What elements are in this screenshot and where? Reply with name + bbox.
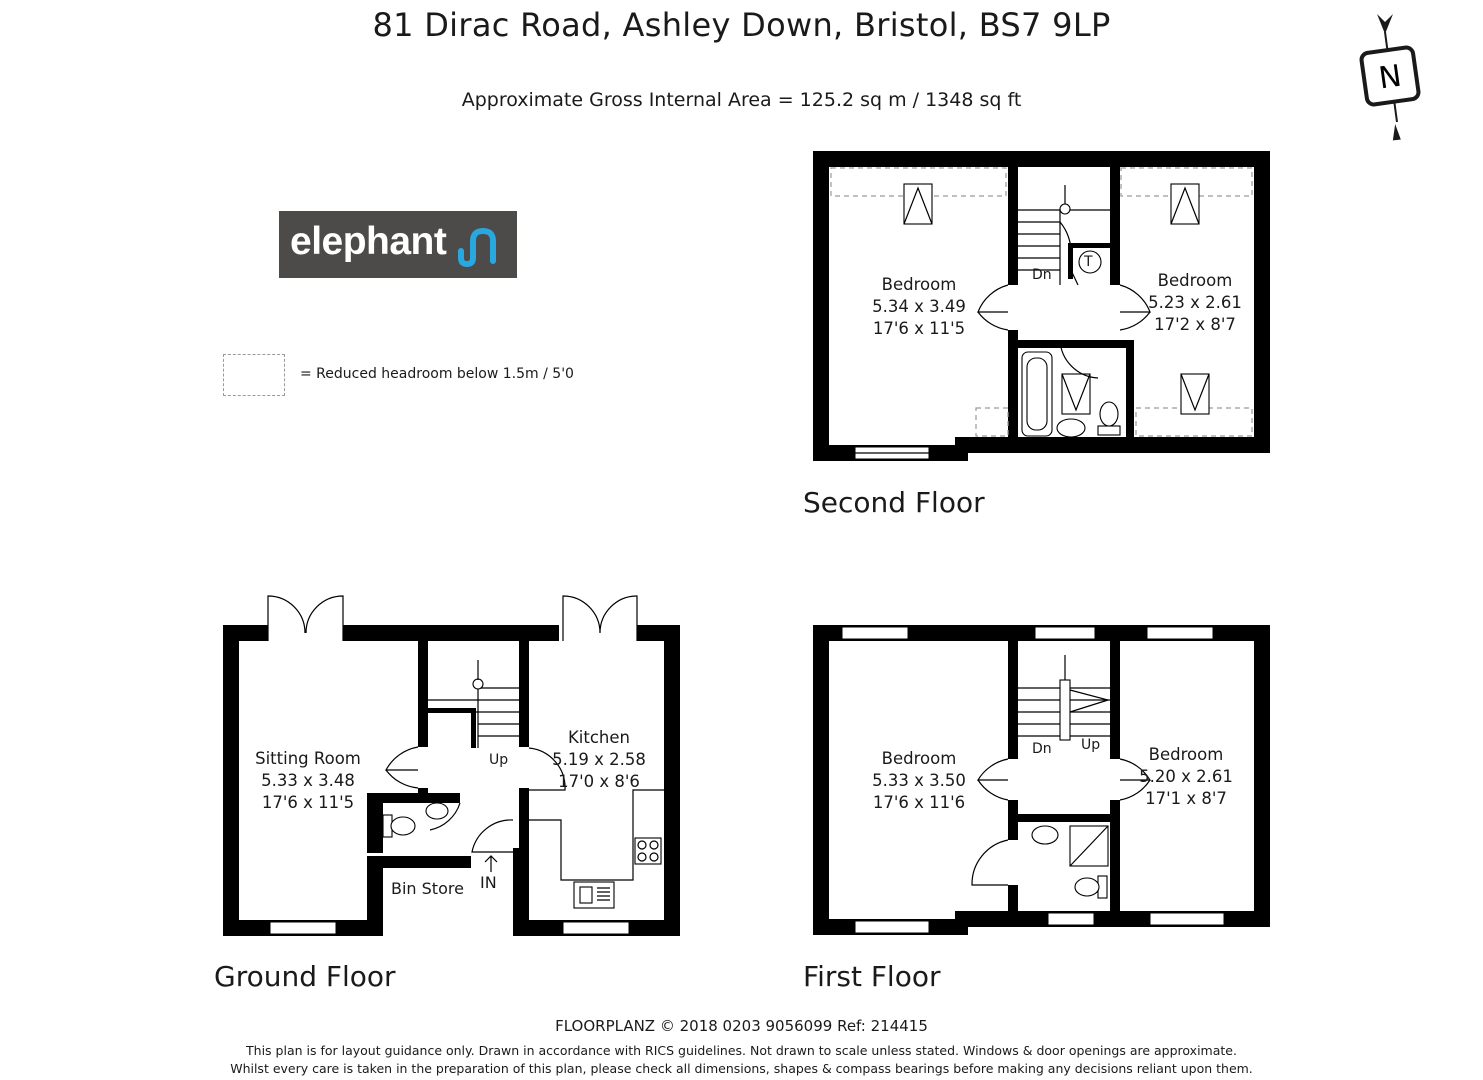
entrance-label: IN xyxy=(480,873,497,892)
room-imperial: 17'6 x 11'5 xyxy=(872,319,966,338)
wc xyxy=(1075,878,1099,896)
disclaimer-line-2: Whilst every care is taken in the preparation of this plan, please check all dimensions, shapes & compass bearings before making any decisions reliant upon them. xyxy=(230,1061,1253,1076)
french-doors xyxy=(268,596,343,641)
wall-internal xyxy=(1018,340,1098,348)
wall-internal xyxy=(1008,885,1018,915)
room-metric: 5.19 x 2.58 xyxy=(552,750,646,769)
wall-internal xyxy=(1018,814,1110,822)
wall-right xyxy=(664,625,680,936)
room-metric: 5.33 x 3.50 xyxy=(872,771,966,790)
wall-bottom-right xyxy=(955,437,1270,453)
room-metric: 5.33 x 3.48 xyxy=(261,771,355,790)
wall-top xyxy=(813,151,1270,167)
skylight xyxy=(1181,374,1209,414)
wash-basin xyxy=(1057,419,1085,437)
water-tank-label: T xyxy=(1084,254,1093,270)
second-floor-stairs-dn: Dn xyxy=(1032,267,1052,283)
first-floor-stairs-up: Up xyxy=(1081,737,1101,753)
front-door-swing xyxy=(472,820,513,852)
window xyxy=(1147,627,1213,639)
room-name: Sitting Room xyxy=(255,749,361,768)
window xyxy=(563,922,629,934)
room-imperial: 17'1 x 8'7 xyxy=(1145,789,1227,808)
wall-top xyxy=(343,625,559,641)
wall-internal xyxy=(519,788,529,848)
wall-left xyxy=(223,625,239,936)
window xyxy=(1150,913,1224,925)
room-metric: 5.20 x 2.61 xyxy=(1139,767,1233,786)
wc xyxy=(391,817,415,835)
ground-floor-label: Ground Floor xyxy=(214,960,396,993)
reduced-headroom-legend-text: = Reduced headroom below 1.5m / 5'0 xyxy=(300,366,574,382)
skylight xyxy=(1062,374,1090,414)
door-swing xyxy=(386,747,418,770)
property-address: 81 Dirac Road, Ashley Down, Bristol, BS7 9LP xyxy=(372,6,1111,44)
room-imperial: 17'6 x 11'5 xyxy=(261,793,355,812)
wall-internal xyxy=(471,708,476,748)
kitchen-label xyxy=(534,727,664,793)
room-name: Bedroom xyxy=(881,275,957,294)
wall-internal xyxy=(1068,243,1112,248)
wall-internal xyxy=(1110,167,1120,285)
skylight xyxy=(1171,184,1199,224)
kitchen-worktop xyxy=(529,790,664,880)
room-imperial: 17'6 x 11'6 xyxy=(872,793,966,812)
compass-letter: N xyxy=(1376,58,1404,97)
room-name: Bedroom xyxy=(881,749,957,768)
second-floor-bedroom-1-label xyxy=(854,274,984,340)
reduced-headroom-zone xyxy=(976,408,1008,436)
first-floor-stairs-dn: Dn xyxy=(1032,741,1052,757)
wash-basin xyxy=(426,803,448,819)
wall-internal xyxy=(1008,800,1018,840)
wall-internal xyxy=(418,788,428,796)
disclaimer-line-1: This plan is for layout guidance only. Drawn in accordance with RICS guidelines. Not drawn to scale unless stated. Windows & door openings are approximate. xyxy=(246,1043,1237,1058)
wall-internal xyxy=(1008,641,1018,759)
floorplanz-credit: FLOORPLANZ © 2018 0203 9056099 Ref: 214415 xyxy=(555,1017,928,1035)
door-swing xyxy=(386,770,418,788)
staircase xyxy=(1018,655,1110,740)
second-floor-bedroom-2-label xyxy=(1130,270,1260,336)
room-imperial: 17'0 x 8'6 xyxy=(558,772,640,791)
wc xyxy=(1100,402,1118,426)
logo-text: elephant xyxy=(290,220,447,263)
first-floor-label: First Floor xyxy=(803,960,941,993)
bin-store-label: Bin Store xyxy=(391,879,464,898)
wall-internal xyxy=(367,793,460,803)
wall-internal xyxy=(367,856,471,868)
wall-internal xyxy=(1110,641,1120,759)
wall-internal xyxy=(1098,340,1134,348)
wall-internal xyxy=(519,641,529,747)
room-metric: 5.34 x 3.49 xyxy=(872,297,966,316)
room-name: Bedroom xyxy=(1157,271,1233,290)
window xyxy=(1035,627,1095,639)
door-swing xyxy=(972,840,1008,885)
disclaimer xyxy=(0,1042,1483,1078)
second-floor-label: Second Floor xyxy=(803,486,985,519)
wc-cistern xyxy=(1098,426,1120,435)
wall-internal xyxy=(1008,330,1018,445)
wall-internal xyxy=(1126,340,1134,437)
wall-internal xyxy=(513,848,529,936)
wall-left xyxy=(813,625,829,935)
window xyxy=(1048,913,1094,925)
wall-left xyxy=(813,151,829,461)
room-name: Bedroom xyxy=(1148,745,1224,764)
first-floor-bedroom-2-label xyxy=(1121,744,1251,810)
gross-internal-area: Approximate Gross Internal Area = 125.2 sq m / 1348 sq ft xyxy=(461,89,1022,111)
ground-floor-stairs-up: Up xyxy=(489,752,509,768)
skylight xyxy=(904,184,932,224)
window xyxy=(842,627,908,639)
wall-right xyxy=(1254,625,1270,927)
sitting-room-label xyxy=(238,748,378,814)
room-metric: 5.23 x 2.61 xyxy=(1148,293,1242,312)
room-imperial: 17'2 x 8'7 xyxy=(1154,315,1236,334)
window xyxy=(855,921,929,933)
wall-internal xyxy=(1068,243,1073,279)
entrance-arrow-icon xyxy=(485,856,497,872)
french-doors xyxy=(563,596,637,641)
window xyxy=(270,922,336,934)
first-floor-bedroom-1-label xyxy=(854,748,984,814)
wash-basin xyxy=(1032,826,1058,844)
wall-internal xyxy=(428,708,476,713)
room-name: Kitchen xyxy=(567,728,630,747)
wall-internal xyxy=(1110,800,1120,915)
wall-internal xyxy=(418,641,428,747)
wall-internal xyxy=(1008,167,1018,285)
